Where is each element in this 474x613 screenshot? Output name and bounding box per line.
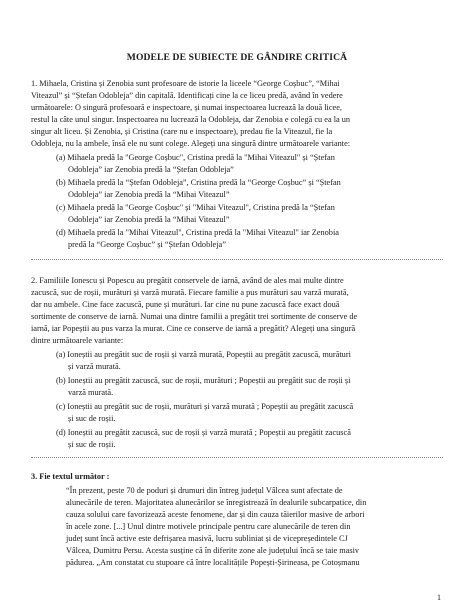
q2-option-d: (d) Ioneștii au pregătit zacuscă, suc de roșii și varză murată ; Popeștii au pregătit zacuscă [56, 428, 351, 437]
q2-option-a: (a) Ioneștii au pregătit suc de roșii și varză murată, Popeștii au pregătit zacuscă, murături [56, 350, 351, 359]
q3-quote-line: județ sunt încă active este defrișarea masivă, lucru subliniat și de vicepreședintele CJ [66, 534, 348, 543]
q2-option-c-continuation: și suc de roșii. [68, 414, 116, 423]
q1-text-line: următoarele: O singură profesoară e inspectoare, și numai inspectoarea lucrează la două licee, [31, 103, 342, 112]
section-divider [31, 259, 443, 260]
q2-option-c: (c) Ioneștii au pregătit suc de roșii, murături și varză murată ; Popeștii au pregătit zacuscă [56, 402, 354, 411]
q1-option-d-continuation: predă la “George Coșbuc” și “Ștefan Odobleja” [68, 240, 226, 249]
q2-option-d-continuation: și suc de roșii. [68, 440, 116, 449]
q1-option-a: (a) Mihaela predă la "George Coșbuc", Cristina predă la "Mihai Viteazul" și “Ștefan [56, 153, 335, 162]
document-title: MODELE DE SUBIECTE DE GÂNDIRE CRITICĂ [126, 52, 348, 63]
q3-quote-line: în acele zone. [...] Unul dintre motivele principale pentru care alunecările de teren din [66, 522, 351, 531]
q2-text-line: dintre următoarele variante: [31, 336, 124, 345]
q2-text-line: sortimente de conserve de iarnă. Numai una dintre familii a pregătit trei sortimente de conserve de [31, 312, 358, 321]
q2-text-line: 2. Familiile Ionescu și Popescu au pregătit conservele de iarnă, având de ales mai multe dintre [31, 276, 344, 285]
q3-quote-line: pădurea. „Am constatat cu stupoare că între localitățile Popești-Șirineasa, pe Cotoșmanu [66, 558, 360, 567]
q1-option-a-continuation: Odobleja” iar Zenobia predă la “Ștefan Odobleja” [68, 165, 234, 174]
q2-option-a-continuation: și varză murată. [68, 362, 121, 371]
q2-text-line: dar nu ambele. Cine face zacuscă, pune și murături. Iar cine nu pune zacuscă face exact două [31, 300, 340, 309]
q1-option-b-continuation: Odobleja” iar Zenobia predă la “Mihai Viteazul” [68, 190, 230, 199]
q1-text-line: Odobleja, nu la ambele, însă ele nu sunt colege. Alegeți una singură dintre următoarele variante: [31, 139, 351, 148]
q1-option-b: (b) Mihaela predă la “Ștefan Odobleja”, Cristina predă la “George Coșbuc” și “Ștefan [56, 178, 341, 187]
q1-text-line: restul la câte unul singur. Inspectoarea nu lucrează la Odobleja, dar Zenobia e colegă cu ea la un [31, 115, 351, 124]
q1-text-line: singur alt liceu. Și Zenobia, și Cristina (care nu e inspectoare), predau fie la Viteazul, fie la [31, 127, 333, 136]
q2-text-line: iarnă, iar Popeștii au pus varza la murat. Cine ce conserve de iarnă a pregătit? Alegeți una singură [31, 324, 356, 333]
q3-heading: 3. Fie textul următor : [31, 472, 110, 481]
q1-text-line: 1. Mihaela, Cristina și Zenobia sunt profesoare de istorie la liceele “George Coșbuc”, “Mihai [31, 79, 340, 88]
q1-option-c: (c) Mihaela predă la "George Coșbuc" și "Mihai Viteazul", Cristina predă la “Ștefan [56, 203, 335, 212]
q3-quote-line: cauza solului care favorizează aceste fenomene, dar și din cauza tăierilor masive de arbori [66, 510, 365, 519]
q1-option-d: (d) Mihaela predă la "Mihai Viteazul", Cristina predă la "Mihai Viteazul" iar Zenobia [56, 228, 339, 237]
q2-option-b-continuation: varză murată. [68, 388, 114, 397]
q3-quote-line: “În prezent, peste 70 de poduri și drumuri din întreg județul Vâlcea sunt afectate de [66, 486, 343, 495]
q1-text-line: Viteazul” și “Ștefan Odobleja” din capitală. Identificați cine la ce liceu predă, având în vedere [31, 91, 343, 100]
q2-text-line: zacuscă, suc de roșii, murături și varză murată. Fiecare familie a pus murături sau varză murată, [31, 288, 349, 297]
q2-option-b: (b) Ioneștii au pregătit zacuscă, suc de roșii, murături ; Popeștii au pregătit suc de roșii și [56, 376, 351, 385]
q3-quote-line: alunecările de teren. Majoritatea alunecărilor se înregistrează în dealurile subcarpatice, din [66, 498, 367, 507]
section-divider [31, 457, 443, 458]
page-number: 1 [437, 593, 441, 602]
q1-option-c-continuation: Odobleja” iar Zenobia predă la “Mihai Viteazul” [68, 215, 230, 224]
q3-quote-line: Vâlcea, Dumitru Persu. Acesta susține că în diferite zone ale județului încă se taie masiv [66, 546, 360, 555]
